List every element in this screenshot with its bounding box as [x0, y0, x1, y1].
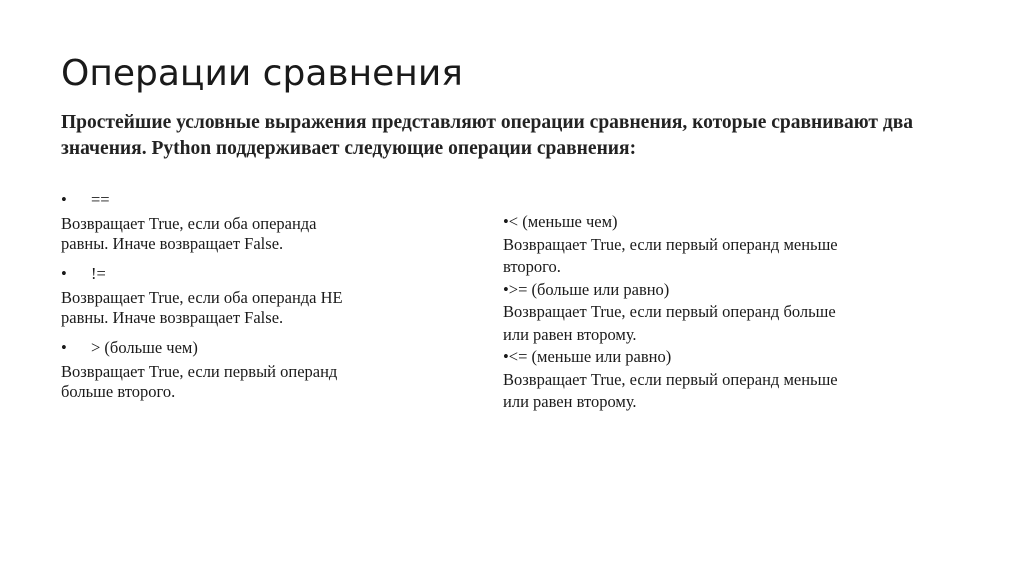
description-line: Возвращает True, если первый операнд меньше: [503, 234, 838, 254]
operator-description: [61, 362, 421, 402]
bullet-icon: •: [61, 190, 67, 209]
operator-description: [61, 288, 421, 328]
description-line: Возвращает True, если первый операнд меньше: [503, 369, 838, 389]
operator-heading: •>= (больше или равно): [503, 279, 670, 299]
left-column: [61, 186, 421, 408]
bullet-icon: •: [61, 338, 67, 357]
description-line: Возвращает True, если оба операнда НЕ: [61, 288, 343, 307]
intro-paragraph: Простейшие условные выражения представляют операции сравнения, которые сравнивают два значения. Python поддерживает следующие операции сравнения:: [61, 112, 914, 159]
description-line: или равен второму.: [503, 392, 637, 411]
operator-label: ==: [91, 190, 110, 209]
description-line: Возвращает True, если оба операнда: [61, 214, 317, 233]
operator-label: !=: [91, 264, 106, 283]
right-column: [503, 211, 923, 414]
description-line: равны. Иначе возвращает False.: [61, 234, 284, 253]
description-line: больше второго.: [61, 382, 176, 401]
description-line: равны. Иначе возвращает False.: [61, 308, 284, 327]
operator-heading: •<= (меньше или равно): [503, 347, 672, 366]
description-line: или равен второму.: [503, 324, 637, 344]
description-line: второго.: [503, 257, 561, 276]
slide-title: Операции сравнения: [61, 53, 463, 94]
description-line: Возвращает True, если первый операнд: [61, 362, 338, 381]
operator-item: [61, 334, 421, 362]
bullet-icon: •: [61, 264, 67, 283]
operator-item: [61, 260, 421, 288]
description-line: Возвращает True, если первый операнд больше: [503, 302, 836, 321]
operator-description: [61, 214, 421, 254]
operator-label: > (больше чем): [91, 338, 198, 357]
operator-heading: •< (меньше чем): [503, 212, 618, 231]
operator-item: [61, 186, 421, 214]
